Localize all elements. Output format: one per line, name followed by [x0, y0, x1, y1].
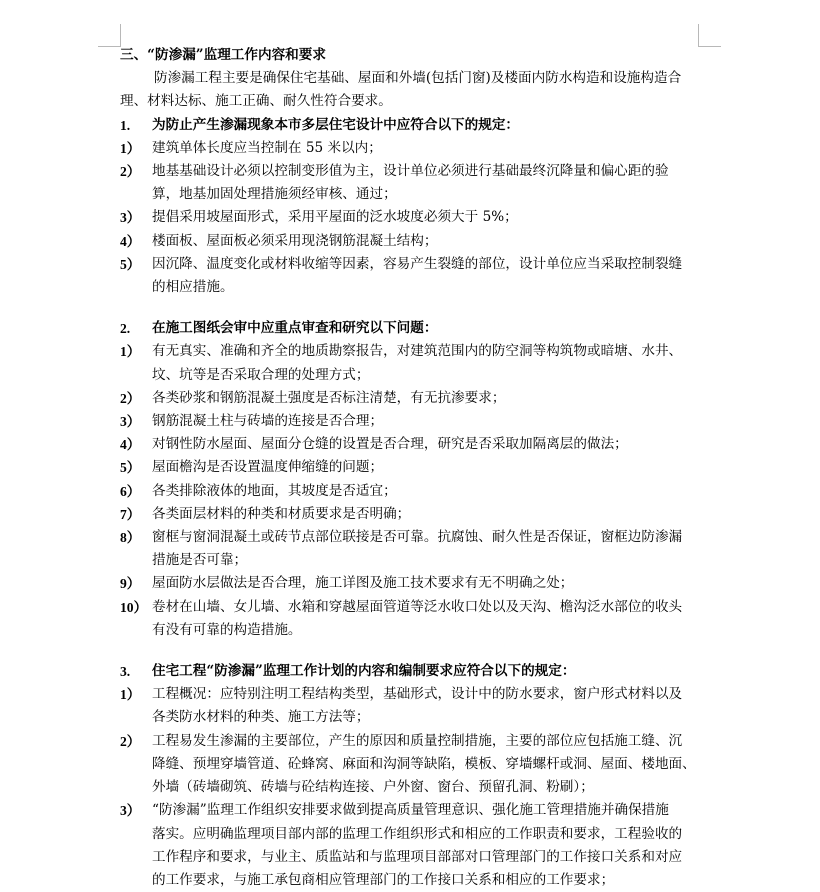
group-heading	[120, 317, 700, 340]
item-text: 楼面板、屋面板必须采用现浇钢筋混凝土结构；	[152, 232, 438, 249]
item-text: “防渗漏”监理工作组织安排要求做到提高质量管理意识、强化施工管理措施并确保措施	[152, 802, 669, 819]
list-item	[120, 526, 700, 572]
item-number: 5）	[120, 460, 141, 476]
intro-line-2: 理、材料达标、施工正确、耐久性符合要求。	[120, 93, 392, 110]
list-item	[120, 253, 700, 299]
item-text: 的工作要求，与施工承包商相应管理部门的工作接口关系和相应的工作要求；	[152, 871, 615, 888]
item-number: 2）	[120, 390, 141, 406]
item-number: 1）	[120, 344, 141, 360]
list-item	[120, 456, 700, 479]
item-number: 4）	[120, 233, 141, 249]
item-text: 地基基础设计必须以控制变形值为主，设计单位必须进行基础最终沉降量和偏心距的验	[152, 163, 669, 180]
item-text: 措施是否可靠；	[152, 552, 248, 569]
item-text: 窗框与窗洞混凝土或砖节点部位联接是否可靠。抗腐蚀、耐久性是否保证，窗框边防渗漏	[152, 529, 683, 546]
item-text: 各类排除液体的地面，其坡度是否适宜；	[152, 482, 397, 499]
group-title: 为防止产生渗漏现象本市多层住宅设计中应符合以下的规定：	[152, 116, 520, 133]
list-item	[120, 230, 700, 253]
item-number: 8）	[120, 530, 141, 546]
list-item	[120, 340, 700, 386]
item-text: 屋面防水层做法是否合理，施工详图及施工技术要求有无不明确之处；	[152, 575, 574, 592]
item-text: 屋面檐沟是否设置温度伸缩缝的问题；	[152, 459, 384, 476]
item-number: 3）	[120, 414, 141, 430]
item-number: 2）	[120, 164, 141, 180]
group-title: 在施工图纸会审中应重点审查和研究以下问题：	[152, 320, 438, 337]
section-title: 三、“防渗漏”监理工作内容和要求	[120, 47, 326, 63]
group-heading	[120, 660, 700, 683]
item-number: 1）	[120, 140, 141, 156]
item-number: 9）	[120, 576, 141, 592]
list-item	[120, 137, 700, 160]
list-item	[120, 206, 700, 229]
item-text: 坟、坑等是否采取合理的处理方式；	[152, 366, 370, 383]
item-number: 3）	[120, 210, 141, 226]
group-number: 3.	[120, 664, 131, 680]
item-text: 落实。应明确监理项目部内部的监理工作组织形式和相应的工作职责和要求，工程验收的	[152, 825, 683, 842]
item-text: 有没有可靠的构造措施。	[152, 621, 302, 638]
item-text: 各类防水材料的种类、施工方法等；	[152, 709, 370, 726]
list-item	[120, 572, 700, 595]
list-item	[120, 683, 700, 729]
list-item	[120, 596, 700, 642]
item-text: 各类面层材料的种类和材质要求是否明确；	[152, 505, 411, 522]
page-corner-mark-left	[98, 24, 121, 47]
spacer	[120, 642, 700, 660]
group-title: 住宅工程“防渗漏”监理工作计划的内容和编制要求应符合以下的规定：	[152, 663, 576, 680]
list-item	[120, 503, 700, 526]
intro-line-1: 防渗漏工程主要是确保住宅基础、屋面和外墙(包括门窗)及楼面内防水构造和设施构造合	[154, 70, 682, 87]
item-text: 算，地基加固处理措施须经审核、通过；	[152, 186, 397, 203]
item-number: 6）	[120, 483, 141, 499]
page-corner-mark-right	[698, 24, 721, 47]
item-text: 钢筋混凝土柱与砖墙的连接是否合理；	[152, 413, 384, 430]
list-item	[120, 160, 700, 206]
item-number: 3）	[120, 803, 141, 819]
item-text: 的相应措施。	[152, 279, 234, 296]
item-number: 10）	[120, 599, 148, 615]
document-body	[120, 44, 700, 892]
item-text: 提倡采用坡屋面形式，采用平屋面的泛水坡度必须大于 5%；	[152, 209, 518, 226]
item-text: 外墙（砖墙砌筑、砖墙与砼结构连接、户外窗、窗台、预留孔洞、粉刷）；	[152, 779, 594, 796]
item-text: 建筑单体长度应当控制在 55 米以内；	[152, 139, 382, 156]
item-text: 工程易发生渗漏的主要部位，产生的原因和质量控制措施，主要的部位应包括施工缝、沉	[152, 732, 683, 749]
group-number: 1.	[120, 117, 131, 133]
item-text: 工作程序和要求，与业主、质监站和与监理项目部部对口管理部门的工作接口关系和对应	[152, 848, 683, 865]
item-number: 7）	[120, 506, 141, 522]
list-item	[120, 480, 700, 503]
item-number: 4）	[120, 437, 141, 453]
list-item	[120, 799, 700, 892]
list-item	[120, 387, 700, 410]
item-text: 工程概况：应特别注明工程结构类型，基础形式，设计中的防水要求，窗户形式材料以及	[152, 686, 683, 703]
list-item	[120, 433, 700, 456]
item-text: 各类砂浆和钢筋混凝土强度是否标注清楚，有无抗渗要求；	[152, 389, 506, 406]
spacer	[120, 299, 700, 317]
list-item	[120, 410, 700, 433]
item-number: 5）	[120, 256, 141, 272]
group-number: 2.	[120, 321, 131, 337]
item-text: 有无真实、准确和齐全的地质勘察报告，对建筑范围内的防空洞等构筑物或暗塘、水井、	[152, 343, 683, 360]
list-item	[120, 730, 700, 800]
item-text: 降缝、预埋穿墙管道、砼蜂窝、麻面和沟洞等缺陷，模板、穿墙螺杆或洞、屋面、楼地面、	[152, 755, 696, 772]
item-text: 因沉降、温度变化或材料收缩等因素，容易产生裂缝的部位，设计单位应当采取控制裂缝	[152, 255, 683, 272]
item-text: 卷材在山墙、女儿墙、水箱和穿越屋面管道等泛水收口处以及天沟、檐沟泛水部位的收头	[152, 598, 683, 615]
item-text: 对钢性防水屋面、屋面分仓缝的设置是否合理，研究是否采取加隔离层的做法；	[152, 436, 628, 453]
item-number: 1）	[120, 687, 141, 703]
item-number: 2）	[120, 733, 141, 749]
group-heading	[120, 114, 700, 137]
